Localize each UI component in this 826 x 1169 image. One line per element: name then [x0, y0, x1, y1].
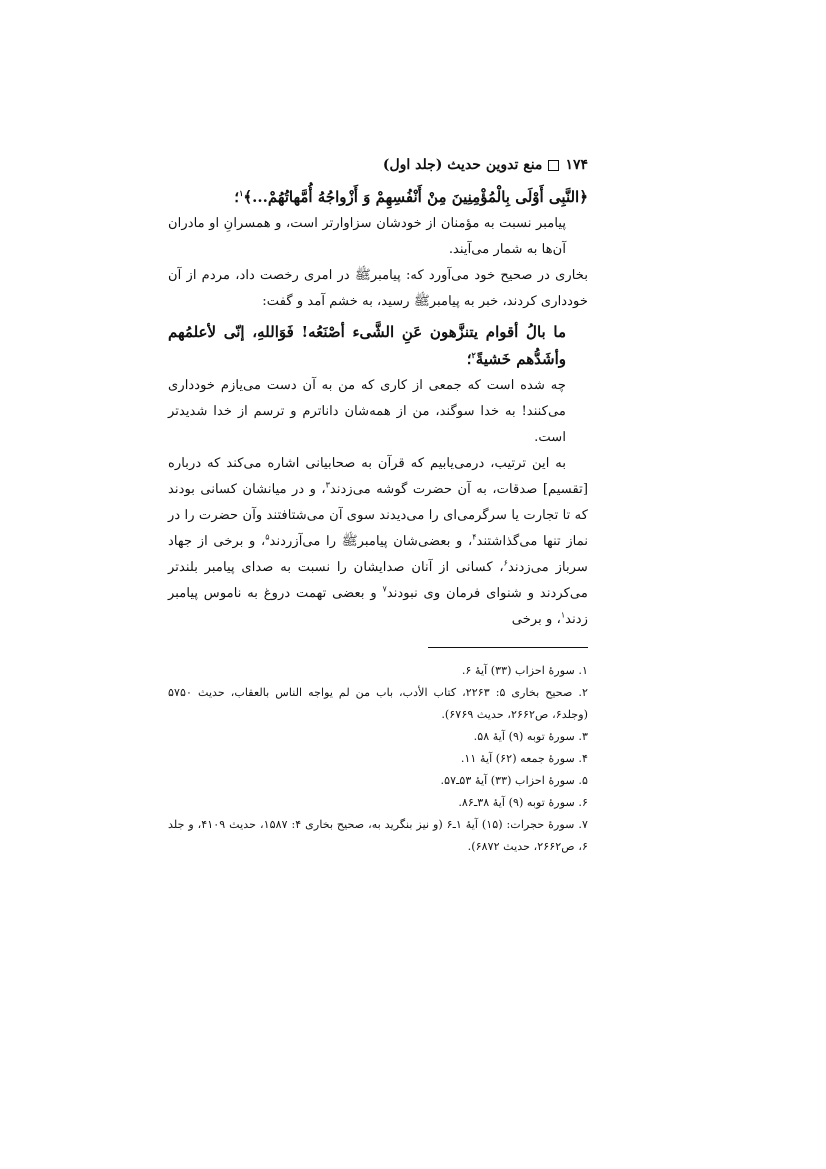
footnote-item: ۵. سورهٔ احزاب (۳۳) آیهٔ ۵۳ـ۵۷.: [440, 774, 588, 787]
footnote-ref: ۷: [382, 584, 387, 594]
footnote-item: ۳. سورهٔ توبه (۹) آیهٔ ۵۸.: [473, 730, 588, 743]
footnote-divider: [428, 647, 588, 648]
verse-translation: پیامبر نسبت به مؤمنان از خودشان سزاوارتر است، و همسرانِ او مادران آن‌ها به شمار می‌آیند.: [168, 216, 566, 257]
hadith-translation: چه شده است که جمعی از کاری که من به آن دست می‌یازم خودداری می‌کنند! به خدا سوگند، من از همه‌شان داناترم و ترسم از خدا شدیدتر است.: [168, 378, 566, 445]
footnote-ref: ۶: [503, 558, 508, 568]
footnotes: [168, 660, 588, 858]
page-number: ۱۷۴: [565, 157, 588, 173]
footnote-item: ۲. صحیح بخاری ۵: ۲۲۶۳، کتاب الأدب، باب من لم یواجه الناس بالعقاب، حدیث ۵۷۵۰ (وجلد۶، ص۲۶۶۲، حدیث ۶۷۶۹).: [168, 686, 589, 721]
book-title: منع تدوین حدیث (جلد اول): [382, 157, 543, 173]
hadith-quote: ما بالُ أقوام يتنزَّهون عَنِ الشَّیء أصْنَعُه! فَوَاللهِ، إنّی لأعلمُهم وأشَدُّهم خَشيةً$^۲$؛: [168, 323, 566, 368]
footnote-ref: ۲: [471, 350, 476, 360]
page-body: [168, 150, 588, 858]
footnote-ref: ۳: [325, 480, 330, 490]
quran-verse: ﴿النَّبِی أَوْلَى بِالْمُؤْمِنِينَ مِنْ أَنْفُسِهِمْ وَ أَزْواجُهُ أُمَّهاتُهُمْ...﴾$^۱$؛: [234, 188, 588, 206]
footnote-item: ۴. سورهٔ جمعه (۶۲) آیهٔ ۱۱.: [460, 752, 588, 765]
footnote-ref: ۱: [560, 610, 566, 620]
footnote-ref: ۱: [239, 188, 244, 198]
footnote-item: ۷. سورهٔ حجرات: (۱۵) آیهٔ ۱ـ۶ (و نیز بنگرید به، صحیح بخاری ۴: ۱۵۸۷، حدیث ۴۱۰۹، و جلد ۶، ص۲۶۶۲، حدیث ۶۸۷۲).: [168, 818, 588, 853]
footnote-ref: ۴: [472, 532, 477, 542]
running-header: [168, 150, 588, 180]
square-bullet-icon: [548, 160, 559, 171]
paragraph-main: به این ترتیب، درمی‌یابیم که قرآن به صحابیانی اشاره می‌کند که درباره [تقسیم] صدقات، به آن حضرت گوشه می‌زدند$^۳$، و در میانشان کسانی بودند که تا تجارت یا سرگرمی‌ای را می‌دیدند سوی آن می‌شتافتند وآن حضرت را در نماز تنها می‌گذاشتند$^۴$، و بعضی‌شان پیامبرﷺ را می‌آزردند$^۵$، و برخی از جهاد سرباز می‌زدند$^۶$، کسانی از آنان صدایشان را نسبت به صدای پیامبر بلندتر می‌کردند و شنوای فرمان وی نبودند$^۷$ و بعضی تهمت دروغ به ناموس پیامبر زدند$^۱$، و برخی: [168, 456, 588, 627]
footnote-ref: ۵: [265, 532, 270, 542]
footnote-item: ۱. سورهٔ احزاب (۳۳) آیهٔ ۶.: [461, 664, 588, 677]
footnote-item: ۶. سورهٔ توبه (۹) آیهٔ ۳۸ـ۸۶.: [458, 796, 588, 809]
paragraph-bukhari: بخاری در صحیح خود می‌آورد که: پیامبرﷺ در امری رخصت داد، مردم از آن خودداری کردند، خبر به پیامبرﷺ رسید، به خشم آمد و گفت:: [168, 268, 588, 309]
